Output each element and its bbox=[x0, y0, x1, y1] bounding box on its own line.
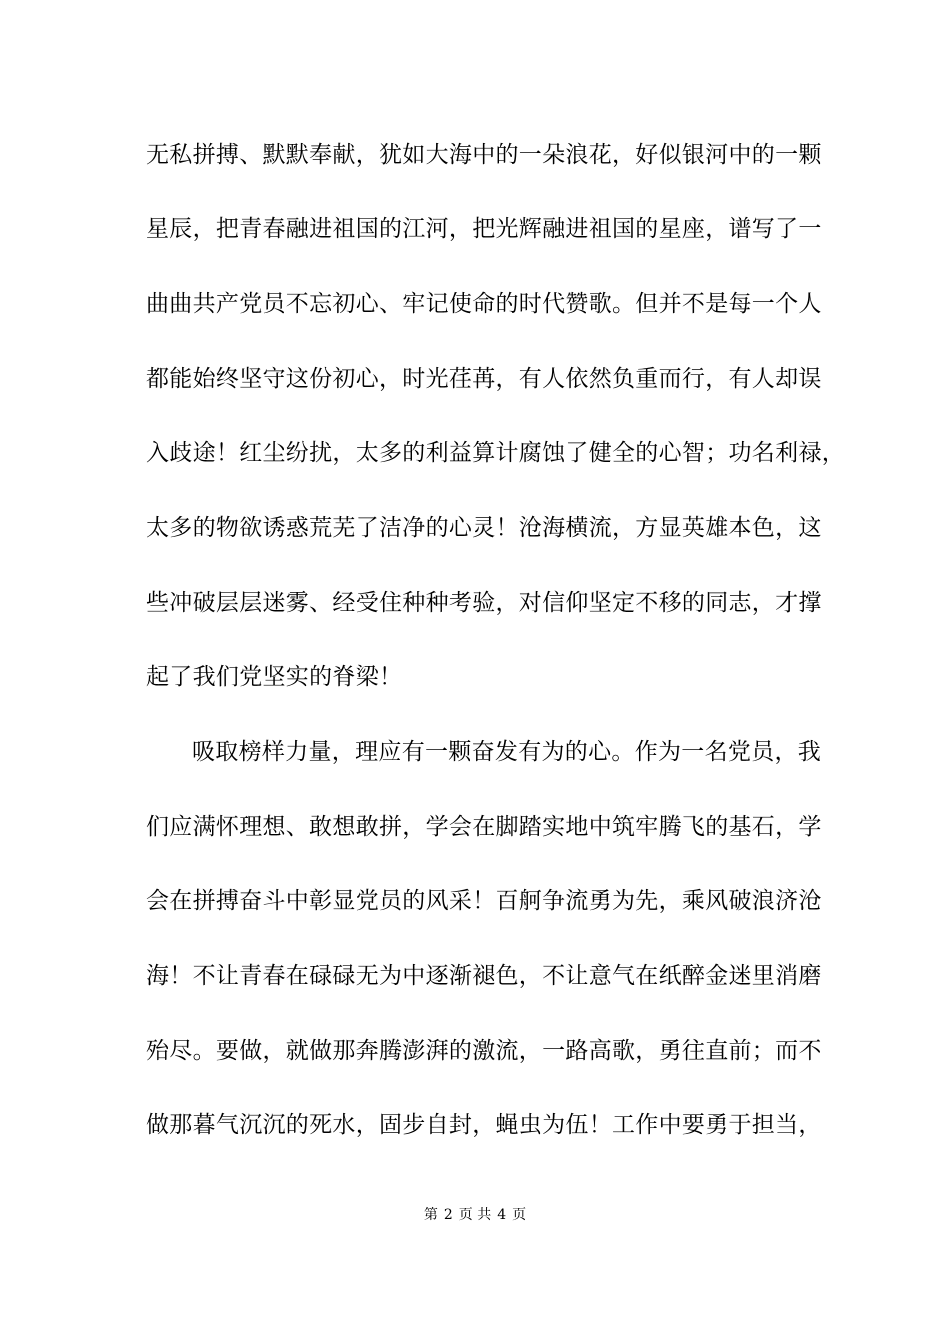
text-line: 无私拼搏、默默奉献，犹如大海中的一朵浪花，好似银河中的一颗 bbox=[146, 142, 822, 168]
footer-prefix: 第 bbox=[423, 1207, 438, 1223]
text-line: 都能始终坚守这份初心，时光荏苒，有人依然负重而行，有人却误 bbox=[146, 366, 822, 392]
paragraph-first-line: 吸取榜样力量，理应有一颗奋发有为的心。作为一名党员，我 bbox=[192, 739, 822, 765]
footer-middle: 页 共 bbox=[458, 1207, 492, 1223]
text-line: 会在拼搏奋斗中彰显党员的风采！百舸争流勇为先，乘风破浪济沧 bbox=[146, 888, 822, 914]
text-line: 些冲破层层迷雾、经受住种种考验，对信仰坚定不移的同志，才撑 bbox=[146, 590, 822, 616]
page-footer bbox=[0, 1206, 950, 1224]
text-line: 起了我们党坚实的脊梁！ bbox=[146, 664, 403, 690]
total-page-count: 4 bbox=[497, 1207, 507, 1223]
text-line: 海！不让青春在碌碌无为中逐渐褪色，不让意气在纸醉金迷里消磨 bbox=[146, 963, 822, 989]
text-line: 星辰，把青春融进祖国的江河，把光辉融进祖国的星座，谱写了一 bbox=[146, 216, 822, 242]
text-line: 太多的物欲诱惑荒芜了洁净的心灵！沧海横流，方显英雄本色，这 bbox=[146, 515, 822, 541]
text-line: 入歧途！红尘纷扰，太多的利益算计腐蚀了健全的心智；功名利禄， bbox=[146, 440, 845, 466]
footer-suffix: 页 bbox=[512, 1207, 527, 1223]
current-page-number: 2 bbox=[443, 1207, 453, 1223]
text-line: 做那暮气沉沉的死水，固步自封，蝇虫为伍！工作中要勇于担当， bbox=[146, 1112, 822, 1138]
text-line: 殆尽。要做，就做那奔腾澎湃的激流，一路高歌，勇往直前；而不 bbox=[146, 1038, 822, 1064]
text-line: 们应满怀理想、敢想敢拼，学会在脚踏实地中筑牢腾飞的基石，学 bbox=[146, 814, 822, 840]
text-line: 曲曲共产党员不忘初心、牢记使命的时代赞歌。但并不是每一个人 bbox=[146, 291, 822, 317]
